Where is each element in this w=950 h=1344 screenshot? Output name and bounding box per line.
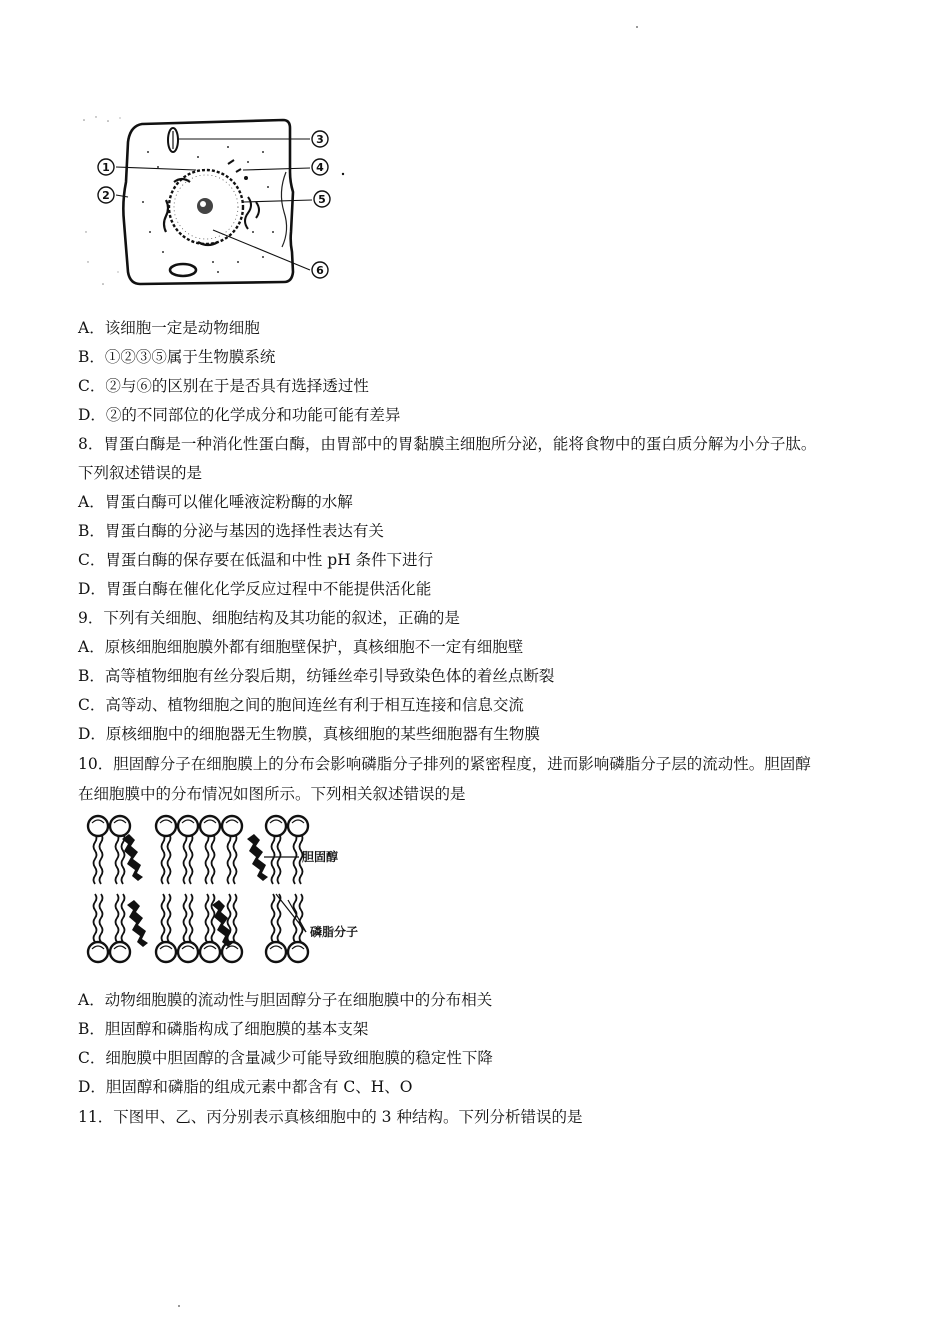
phospholipid-tail bbox=[234, 834, 237, 884]
svg-text:5: 5 bbox=[318, 193, 326, 206]
phospholipid-tail bbox=[272, 834, 275, 884]
phospholipid-tail bbox=[184, 894, 187, 942]
svg-text:3: 3 bbox=[316, 133, 324, 146]
phospholipid-head bbox=[288, 942, 308, 962]
phospholipid-tail bbox=[190, 834, 193, 884]
q9-option-b: B．高等植物细胞有丝分裂后期，纺锤丝牵引导致染色体的着丝点断裂 bbox=[78, 667, 555, 685]
phospholipid-tail bbox=[100, 894, 103, 942]
phospholipid-tail bbox=[168, 834, 171, 884]
phospholipid-tail bbox=[278, 834, 281, 884]
phospholipid-tail bbox=[206, 834, 209, 884]
svg-text:1: 1 bbox=[102, 161, 110, 174]
q8-option-a: A．胃蛋白酶可以催化唾液淀粉酶的水解 bbox=[78, 493, 353, 511]
cholesterol-label: 胆固醇 bbox=[302, 850, 339, 864]
q7-option-b: B．①②③⑤属于生物膜系统 bbox=[78, 348, 276, 366]
membrane-diagram bbox=[84, 812, 384, 972]
phospholipid-head bbox=[178, 816, 198, 836]
phospholipid-label: 磷脂分子 bbox=[310, 925, 359, 939]
scan-speck bbox=[636, 26, 638, 28]
phospholipid-head bbox=[156, 816, 176, 836]
svg-text:6: 6 bbox=[316, 264, 324, 277]
phospholipid-tail bbox=[228, 834, 231, 884]
phospholipid-tail bbox=[184, 834, 187, 884]
phospholipid-head bbox=[110, 816, 130, 836]
phospholipid-tail bbox=[206, 894, 209, 942]
phospholipid-head bbox=[200, 942, 220, 962]
q7-option-c: C．②与⑥的区别在于是否具有选择透过性 bbox=[78, 377, 369, 395]
q7-option-d: D．②的不同部位的化学成分和功能可能有差异 bbox=[78, 406, 401, 424]
phospholipid-tail bbox=[162, 894, 165, 942]
phospholipid-tail bbox=[94, 894, 97, 942]
phospholipid-head bbox=[200, 816, 220, 836]
phospholipid-head bbox=[178, 942, 198, 962]
q10-stem-line2: 在细胞膜中的分布情况如图所示。下列相关叙述错误的是 bbox=[78, 785, 466, 803]
phospholipid-tail bbox=[300, 894, 303, 942]
q9-option-c: C．高等动、植物细胞之间的胞间连丝有利于相互连接和信息交流 bbox=[78, 696, 524, 714]
q8-stem-line1: 8．胃蛋白酶是一种消化性蛋白酶，由胃部中的胃黏膜主细胞所分泌，能将食物中的蛋白质分解为小分子肽。 bbox=[78, 435, 817, 453]
q10-stem-line1: 10．胆固醇分子在细胞膜上的分布会影响磷脂分子排列的紧密程度，进而影响磷脂分子层的流动性。胆固醇 bbox=[78, 755, 811, 773]
phospholipid-tail bbox=[116, 894, 119, 942]
q8-option-b: B．胃蛋白酶的分泌与基因的选择性表达有关 bbox=[78, 522, 384, 540]
phospholipid-tail bbox=[234, 894, 237, 942]
q8-stem-line2: 下列叙述错误的是 bbox=[78, 464, 203, 482]
phospholipid-head bbox=[88, 942, 108, 962]
q7-option-a: A．该细胞一定是动物细胞 bbox=[78, 319, 260, 337]
phospholipid-tail bbox=[116, 834, 119, 884]
phospholipid-head bbox=[88, 816, 108, 836]
phospholipid-tail bbox=[278, 894, 281, 942]
svg-text:4: 4 bbox=[316, 161, 324, 174]
phospholipid-tail bbox=[294, 834, 297, 884]
q10-option-d: D．胆固醇和磷脂的组成元素中都含有 C、H、O bbox=[78, 1078, 413, 1096]
phospholipid-head bbox=[110, 942, 130, 962]
q8-option-d: D．胃蛋白酶在催化化学反应过程中不能提供活化能 bbox=[78, 580, 432, 598]
q9-option-d: D．原核细胞中的细胞器无生物膜，真核细胞的某些细胞器有生物膜 bbox=[78, 725, 540, 743]
phospholipid-tail bbox=[212, 834, 215, 884]
phospholipid-tail bbox=[162, 834, 165, 884]
phospholipid-tail bbox=[122, 894, 125, 942]
phospholipid-head bbox=[156, 942, 176, 962]
q10-option-c: C．细胞膜中胆固醇的含量减少可能导致细胞膜的稳定性下降 bbox=[78, 1049, 493, 1067]
svg-text:2: 2 bbox=[102, 189, 110, 202]
phospholipid-tail bbox=[100, 834, 103, 884]
phospholipid-head bbox=[266, 816, 286, 836]
phospholipid-head bbox=[222, 816, 242, 836]
phospholipid-tail bbox=[272, 894, 275, 942]
phospholipid-tail bbox=[190, 894, 193, 942]
phospholipid-tail bbox=[122, 834, 125, 884]
phospholipid-tail bbox=[168, 894, 171, 942]
q9-stem: 9．下列有关细胞、细胞结构及其功能的叙述，正确的是 bbox=[78, 609, 460, 627]
cell-diagram bbox=[78, 112, 353, 292]
q10-option-a: A．动物细胞膜的流动性与胆固醇分子在细胞膜中的分布相关 bbox=[78, 991, 493, 1009]
q8-option-c: C．胃蛋白酶的保存要在低温和中性 pH 条件下进行 bbox=[78, 551, 434, 569]
scan-speck bbox=[178, 1305, 180, 1307]
phospholipid-head bbox=[288, 816, 308, 836]
phospholipid-tail bbox=[94, 834, 97, 884]
q10-option-b: B．胆固醇和磷脂构成了细胞膜的基本支架 bbox=[78, 1020, 369, 1038]
q9-option-a: A．原核细胞细胞膜外都有细胞壁保护，真核细胞不一定有细胞壁 bbox=[78, 638, 524, 656]
q11-stem: 11．下图甲、乙、丙分别表示真核细胞中的 3 种结构。下列分析错误的是 bbox=[78, 1108, 583, 1126]
phospholipid-head bbox=[266, 942, 286, 962]
phospholipid-head bbox=[222, 942, 242, 962]
phospholipid-tail bbox=[212, 894, 215, 942]
